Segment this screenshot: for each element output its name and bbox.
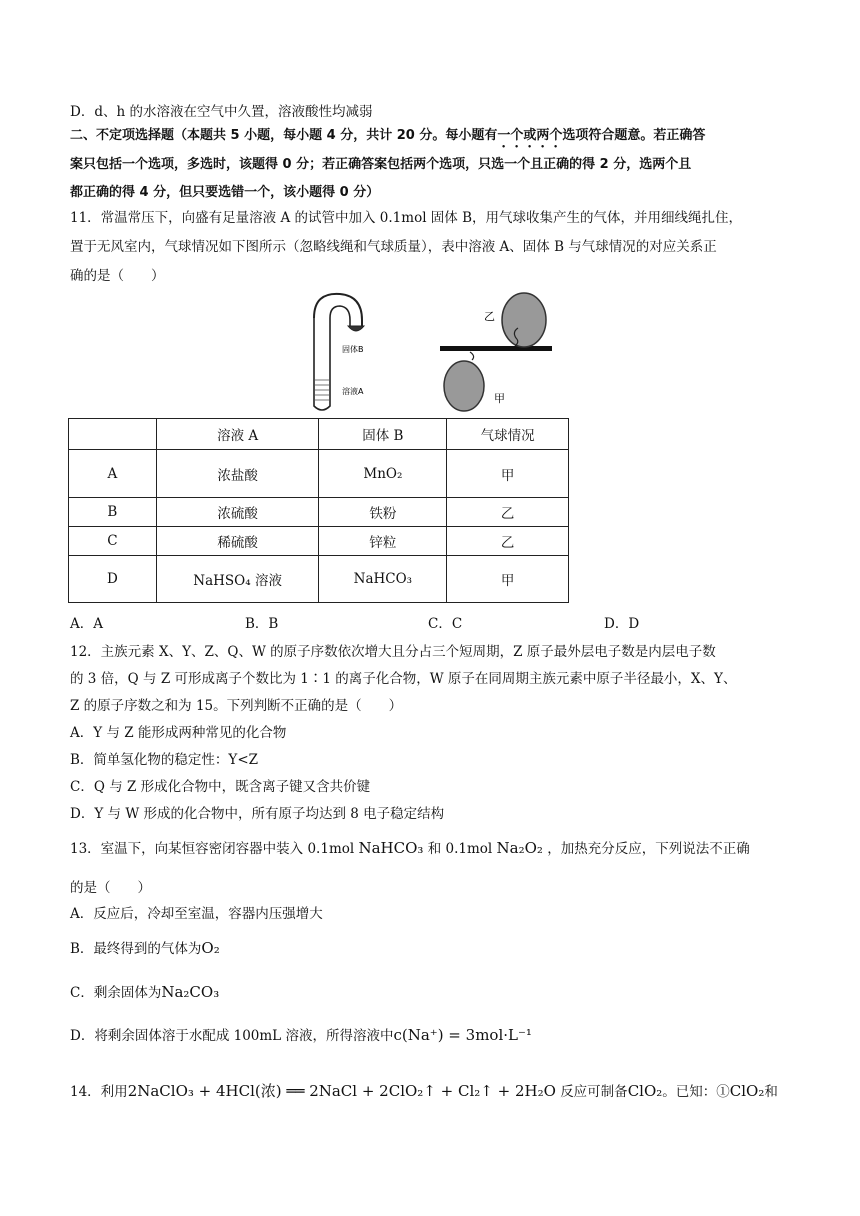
table-cell: A xyxy=(69,450,157,498)
table-cell: NaHSO₄ 溶液 xyxy=(156,556,319,603)
table-header-cell xyxy=(69,419,157,450)
table-cell: 锌粒 xyxy=(319,527,447,556)
section2-text-b: 选项符合题意。若正确答 xyxy=(562,128,706,143)
q13-option-a: A．反应后，冷却至室温，容器内压强增大 xyxy=(70,906,323,922)
q12-line3: Z 的原子序数之和为 15。下列判断不正确的是（ ） xyxy=(70,698,403,714)
q14-text-c: 。已知：① xyxy=(662,1084,730,1100)
q13-text-b: 和 0.1mol xyxy=(427,841,493,857)
apparatus-diagram xyxy=(300,290,560,414)
q12-option-d: D．Y 与 W 形成的化合物中，所有原子均达到 8 电子稳定结构 xyxy=(70,806,445,822)
q13-option-b-text: B．最终得到的气体为 xyxy=(70,941,202,957)
table-cell: 甲 xyxy=(447,450,569,498)
q13-option-c-text: C．剩余固体为 xyxy=(70,985,162,1001)
q13-option-b xyxy=(70,937,220,957)
solid-b-label: 固体B xyxy=(342,345,364,354)
table-cell: 浓盐酸 xyxy=(156,450,319,498)
balloon-jia xyxy=(444,361,484,411)
table-row xyxy=(69,498,569,527)
q11-line3: 确的是（ ） xyxy=(70,268,165,284)
table-header-cell: 气球情况 xyxy=(447,419,569,450)
q12-line2: 的 3 倍，Q 与 Z 可形成离子个数比为 1∶1 的离子化合物，W 原子在同周期主族元素中原子半径最小，X、Y、 xyxy=(70,671,737,687)
formula-o2: O₂ xyxy=(201,939,220,957)
balloon-jia-label: 甲 xyxy=(494,392,505,405)
q11-option-a: A．A xyxy=(70,616,103,632)
q12-option-b: B．简单氢化物的稳定性：Y<Z xyxy=(70,752,259,768)
q11-option-c: C．C xyxy=(428,616,463,632)
q14-text-a: 14．利用 xyxy=(70,1084,128,1100)
q11-line2: 置于无风室内，气球情况如下图所示（忽略线绳和气球质量），表中溶液 A、固体 B 与气球情况的对应关系正 xyxy=(70,239,717,255)
q12-line1: 12．主族元素 X、Y、Z、Q、W 的原子序数依次增大且分占三个短周期，Z 原子最外层电子数是内层电子数 xyxy=(70,644,716,660)
table-cell: 稀硫酸 xyxy=(156,527,319,556)
q13-option-d xyxy=(70,1024,532,1044)
formula-na2co3: Na₂CO₃ xyxy=(161,983,220,1001)
q13-option-c xyxy=(70,981,219,1001)
balloon-yi xyxy=(502,293,546,347)
q12-option-c: C．Q 与 Z 形成化合物中，既含离子键又含共价键 xyxy=(70,779,371,795)
table-header-cell: 固体 B xyxy=(319,419,447,450)
q13-line2: 的是（ ） xyxy=(70,880,151,896)
q13-text-c: ，加热充分反应，下列说法不正确 xyxy=(547,841,750,857)
table-header-cell: 溶液 A xyxy=(156,419,319,450)
table-cell: D xyxy=(69,556,157,603)
table-cell: NaHCO₃ xyxy=(319,556,447,603)
q13-option-d-text: D．将剩余固体溶于水配成 100mL 溶液，所得溶液中 xyxy=(70,1028,394,1044)
q12-option-a: A．Y 与 Z 能形成两种常见的化合物 xyxy=(70,725,287,741)
table-row xyxy=(69,527,569,556)
section2-text-a: 二、不定项选择题（本题共 5 小题，每小题 4 分，共计 20 分。每小题有 xyxy=(70,128,498,143)
test-tube xyxy=(314,318,330,410)
formula-na2o2: Na₂O₂ xyxy=(496,839,543,857)
q11-figure xyxy=(300,290,560,414)
table-cell: 铁粉 xyxy=(319,498,447,527)
q13-text-a: 13．室温下，向某恒容密闭容器中装入 0.1mol xyxy=(70,841,355,857)
q14-text-d: 和 xyxy=(764,1084,778,1100)
table-cell: 乙 xyxy=(447,527,569,556)
q11-line1: 11．常温常压下，向盛有足量溶液 A 的试管中加入 0.1mol 固体 B，用气球收集产生的气体，并用细线绳扎住， xyxy=(70,210,743,226)
q10-option-d: D．d、h 的水溶液在空气中久置，溶液酸性均减弱 xyxy=(70,104,373,120)
formula-nahco3: NaHCO₃ xyxy=(358,839,424,857)
solution-a-label: 溶液A xyxy=(342,387,364,396)
q11-table xyxy=(68,418,569,603)
table-row xyxy=(69,450,569,498)
q11-option-d: D．D xyxy=(604,616,640,632)
table-row xyxy=(69,556,569,603)
q14-line1 xyxy=(70,1080,778,1101)
table-cell: C xyxy=(69,527,157,556)
table-cell: MnO₂ xyxy=(319,450,447,498)
section2-line3: 都正确的得 4 分，但只要选错一个，该小题得 0 分） xyxy=(70,185,380,200)
section2-line2: 案只包括一个选项，多选时，该题得 0 分；若正确答案包括两个选项，只选一个且正确的得 2 分，选两个且 xyxy=(70,157,692,172)
q14-text-b: 反应可制备 xyxy=(560,1084,628,1100)
solid-b-mark xyxy=(348,326,364,331)
table-header-row xyxy=(69,419,569,450)
formula-reaction: 2NaClO₃ + 4HCl(浓) ══ 2NaCl + 2ClO₂↑ + Cl₂↑ + 2H₂O xyxy=(127,1082,556,1100)
q13-line1 xyxy=(70,837,750,857)
q11-option-b: B．B xyxy=(245,616,279,632)
section2-header xyxy=(70,124,705,151)
formula-concentration: c(Na⁺) = 3mol·L⁻¹ xyxy=(393,1026,532,1044)
table-cell: 乙 xyxy=(447,498,569,527)
table-cell: 甲 xyxy=(447,556,569,603)
table-cell: 浓硫酸 xyxy=(156,498,319,527)
formula-clo2: ClO₂ xyxy=(627,1082,663,1100)
horizontal-bar xyxy=(440,346,552,351)
section2-emphasis: 一个或两个 xyxy=(497,128,563,143)
table-cell: B xyxy=(69,498,157,527)
formula-clo2-2: ClO₂ xyxy=(729,1082,765,1100)
balloon-yi-label: 乙 xyxy=(484,310,495,323)
